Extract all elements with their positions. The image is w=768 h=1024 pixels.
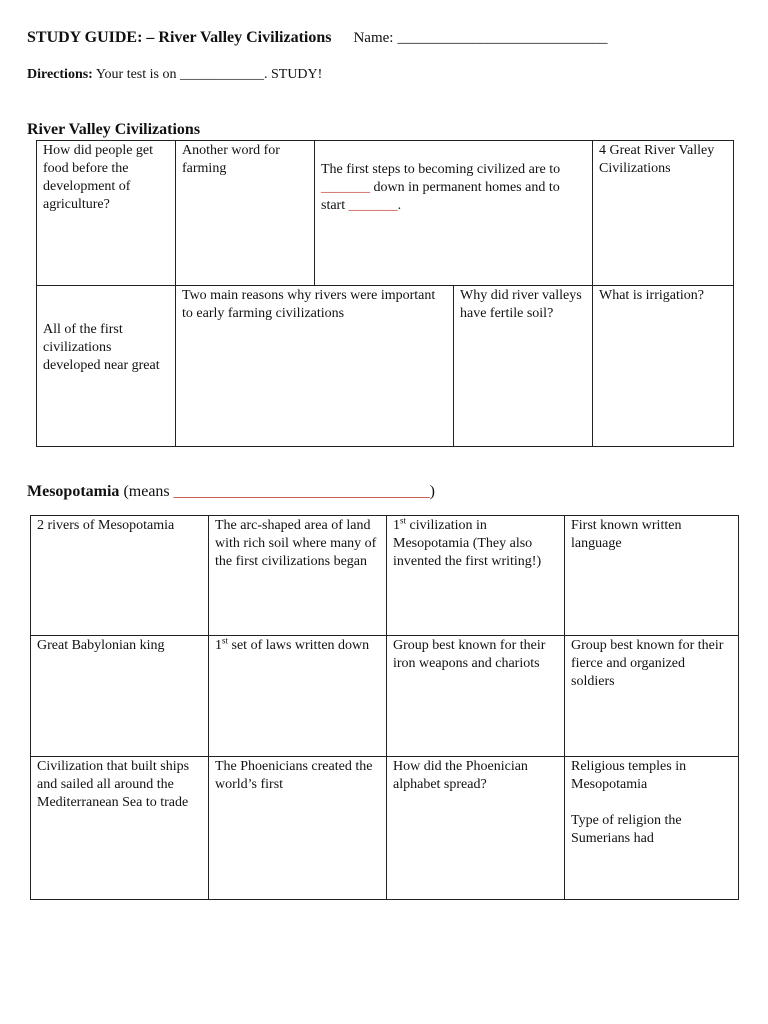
table-row [37,141,734,286]
mesopotamia-table [30,515,739,900]
meso-religion-type: Type of religion the Sumerians had [571,813,682,846]
rv-fertile-soil: Why did river valleys have fertile soil? [454,286,593,447]
rv-first-steps [315,141,593,286]
rv-farming-word: Another word for farming [176,141,315,286]
meso-written-language: First known written language [565,516,739,636]
meso-temples: Religious temples in Mesopotamia [571,759,687,792]
rv-two-reasons: Two main reasons why rivers were important to early farming civilizations [176,286,454,447]
means-blank: ________________________________ [173,483,430,500]
page-header [27,29,607,47]
mesopotamia-title: Mesopotamia [27,483,120,500]
rv-near-great [37,286,176,447]
directions-study: . STUDY! [263,67,323,82]
name-blank: ____________________________ [397,30,608,46]
rv-food-question: How did people get food before the development of agriculture? [37,141,176,286]
page-title: STUDY GUIDE: – River Valley Civilizations [27,29,332,46]
meso-first-laws [209,636,387,757]
means-open: (means [119,483,174,500]
meso-organized-soldiers: Group best known for their fierce and organized soldiers [565,636,739,757]
river-valley-table [36,140,734,447]
river-valley-heading: River Valley Civilizations [27,121,201,138]
rv-first-steps-text-2: down in permanent homes and to start [321,180,560,213]
meso-alphabet-spread: How did the Phoenician alphabet spread? [387,757,565,900]
rv-irrigation: What is irrigation? [593,286,734,447]
meso-religion [565,757,739,900]
directions-label: Directions: [27,67,93,82]
meso-babylonian-king: Great Babylonian king [31,636,209,757]
rv-first-steps-text-3: . [397,198,402,213]
rv-first-steps-text-1: The first steps to becoming civilized are to [321,162,561,177]
directions [27,67,322,83]
rv-first-steps-blank-2: _______ [348,198,398,213]
meso-arc-area: The arc-shaped area of land with rich soil where many of the first civilizations began [209,516,387,636]
meso-iron-weapons: Group best known for their iron weapons and chariots [387,636,565,757]
rv-four-civilizations: 4 Great River Valley Civilizations [593,141,734,286]
meso-first-civilization [387,516,565,636]
ordinal-suffix: st [222,635,229,646]
test-date-blank: ____________ [179,67,264,82]
table-row [37,286,734,447]
directions-text: Your test is on [92,67,180,82]
mesopotamia-heading [27,483,435,501]
meso-first-civilization-text: civilization in Mesopotamia (They also invented the first writing!) [393,518,542,569]
meso-two-rivers: 2 rivers of Mesopotamia [31,516,209,636]
means-close: ) [429,483,435,500]
ordinal-number: 1 [393,518,400,533]
name-label: Name: [353,30,394,46]
meso-first-laws-text: set of laws written down [228,638,370,653]
rv-first-steps-blank-1: _______ [321,180,370,195]
meso-phoenician-first: The Phoenicians created the world’s first [209,757,387,900]
meso-ship-civilization: Civilization that built ships and sailed all around the Mediterranean Sea to trade [31,757,209,900]
rv-near-great-text: All of the first civilizations developed near great [43,322,160,373]
ordinal-number: 1 [215,638,222,653]
table-row [31,757,739,900]
table-row [31,516,739,636]
ordinal-suffix: st [400,515,407,526]
table-row [31,636,739,757]
